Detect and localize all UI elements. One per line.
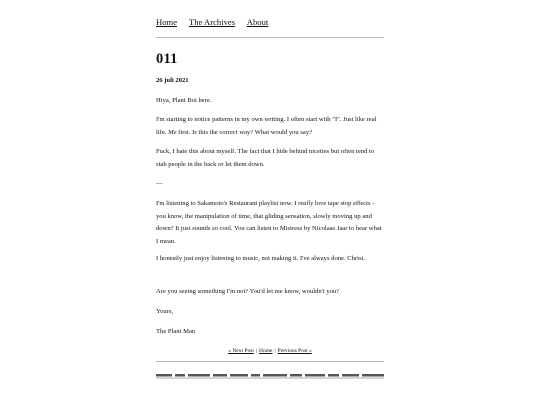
paragraph-confession: Fuck, I hate this about myself. The fact that I hide behind niceties but often tend to stab people in the back or let them down. bbox=[156, 148, 375, 168]
paragraph-question: Are you seeing something I'm not? You'd let me know, wouldn't you? bbox=[156, 288, 340, 295]
paragraph-patterns-start: I'm starting to notice patterns in my own writing. I often start with "I". Just like real life. bbox=[156, 116, 377, 136]
nav-about-link[interactable]: About bbox=[246, 17, 269, 27]
paragraph-music-end: love tape stop effects - you know, the manipulation of time, that gliding sensation, slowly moving up and down? It just sounds so cool. You can listen to Mistress by Nicolaas Jaar to hear what I mean. bbox=[156, 200, 382, 245]
footer-illegible-text bbox=[156, 373, 384, 379]
paragraph-greeting: Hiya, Plant Boi here. bbox=[156, 97, 212, 104]
section-separator: — bbox=[156, 180, 163, 187]
header-divider bbox=[156, 37, 384, 38]
top-nav bbox=[156, 17, 278, 27]
paragraph-patterns-end: first. Is this the correct way? What would you say? bbox=[176, 128, 313, 136]
paragraph-enjoy: I honestly just enjoy listening to music, not making it. I've always done. Christ. bbox=[156, 255, 366, 262]
previous-post-link[interactable]: Previous Post » bbox=[277, 348, 312, 354]
paragraph-music-start: I'm listening to Sakamoto's Restaurant playlist now. I bbox=[156, 200, 299, 207]
paragraph-signature: The Plant Man bbox=[156, 328, 196, 335]
post-navigation bbox=[156, 348, 384, 354]
footer-separator: | bbox=[274, 348, 276, 354]
paragraph-music bbox=[156, 198, 384, 248]
paragraph-patterns bbox=[156, 114, 384, 139]
footer-divider bbox=[156, 361, 384, 362]
paragraph-patterns-emphasis: Me bbox=[168, 128, 177, 136]
nav-archives-link[interactable]: The Archives bbox=[189, 17, 236, 27]
paragraph-music-emphasis: really bbox=[298, 200, 314, 207]
post-title: 011 bbox=[156, 51, 178, 67]
footer-separator: | bbox=[255, 348, 257, 354]
paragraph-signoff: Yours, bbox=[156, 308, 174, 315]
next-post-link[interactable]: « Next Post bbox=[228, 348, 254, 354]
footer-home-link[interactable]: Home bbox=[258, 348, 273, 354]
post-date: 26 juli 2021 bbox=[156, 77, 189, 84]
nav-home-link[interactable]: Home bbox=[156, 17, 178, 27]
